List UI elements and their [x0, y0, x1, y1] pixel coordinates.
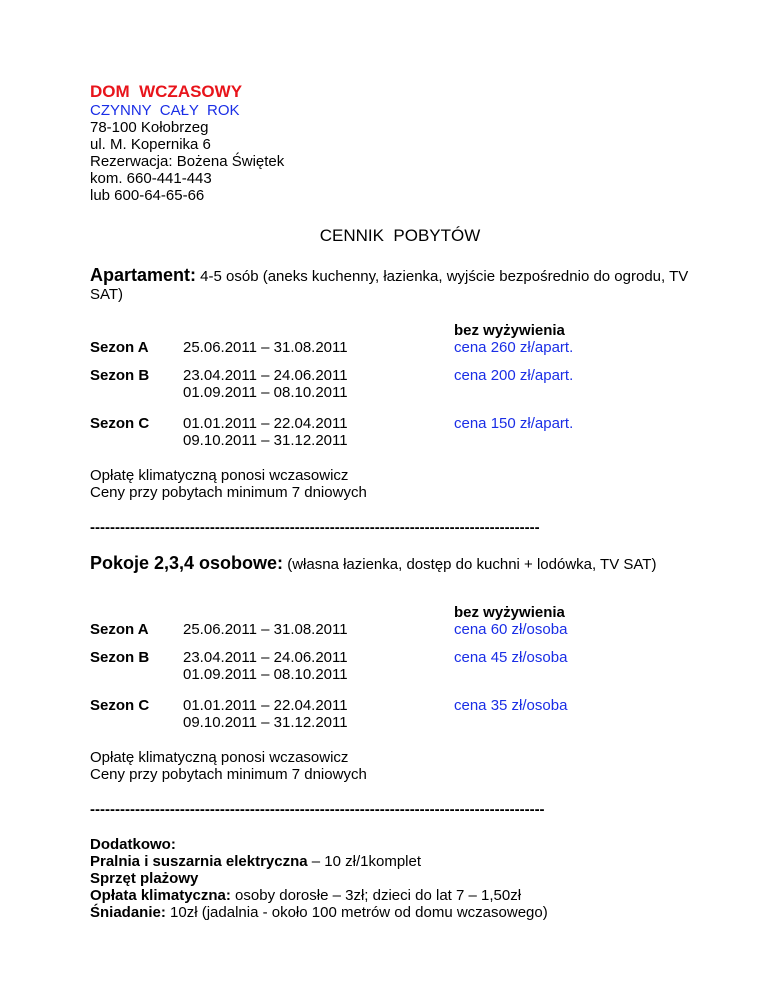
apartament-section — [90, 266, 710, 501]
table-row — [90, 322, 710, 356]
season-dates: 01.01.2011 – 22.04.2011 — [183, 415, 348, 432]
extras-title-text: Dodatkowo: — [90, 836, 176, 853]
extras-item — [90, 904, 710, 921]
section-title — [90, 554, 710, 574]
document-page — [90, 82, 710, 921]
business-subtitle: CZYNNY CAŁY ROK — [90, 102, 240, 119]
price-header: bez wyżywienia — [454, 604, 565, 621]
season-dates: 01.09.2011 – 08.10.2011 — [183, 384, 348, 401]
address-line: ul. M. Kopernika 6 — [90, 136, 211, 153]
season-dates: 23.04.2011 – 24.06.2011 — [183, 367, 348, 384]
extras-item-label: Śniadanie: — [90, 904, 166, 921]
pokoje-section — [90, 554, 710, 783]
season-label: Sezon B — [90, 367, 150, 384]
season-price: cena 60 zł/osoba — [454, 621, 568, 638]
note-line: Opłatę klimatyczną ponosi wczasowicz — [90, 467, 349, 484]
section-title-label: Apartament: — [90, 265, 197, 285]
extras-title — [90, 836, 710, 853]
extras-item-label: Opłata klimatyczna: — [90, 887, 231, 904]
table-row — [90, 697, 710, 737]
extras-item-label: Pralnia i suszarnia elektryczna — [90, 853, 308, 870]
header-block — [90, 82, 710, 204]
address-line: lub 600-64-65-66 — [90, 187, 205, 204]
section-description: 4-5 osób (aneks kuchenny, łazienka, wyjście bezpośrednio do ogrodu, TV SAT) — [90, 268, 689, 303]
season-price: cena 200 zł/apart. — [454, 367, 574, 384]
season-label: Sezon A — [90, 621, 149, 638]
table-row — [90, 415, 710, 455]
season-dates: 09.10.2011 – 31.12.2011 — [183, 714, 348, 731]
extras-item — [90, 853, 710, 870]
season-price: cena 260 zł/apart. — [454, 339, 574, 356]
note-line: Ceny przy pobytach minimum 7 dniowych — [90, 484, 367, 501]
season-dates: 25.06.2011 – 31.08.2011 — [183, 339, 348, 356]
price-table — [90, 322, 710, 455]
address-line: kom. 660-441-443 — [90, 170, 212, 187]
extras-item — [90, 870, 710, 887]
business-name: DOM WCZASOWY — [90, 82, 243, 101]
season-label: Sezon C — [90, 415, 150, 432]
extras-item-value: 10zł (jadalnia - około 100 metrów od domu wczasowego) — [165, 904, 548, 921]
notes — [90, 467, 710, 501]
extras-item — [90, 887, 710, 904]
separator-line: ------------------------------------------------------------------------------------------ — [90, 519, 540, 536]
season-label: Sezon C — [90, 697, 150, 714]
page-title: CENNIK POBYTÓW — [319, 226, 481, 245]
season-price: cena 45 zł/osoba — [454, 649, 568, 666]
season-dates: 01.01.2011 – 22.04.2011 — [183, 697, 348, 714]
note-line: Opłatę klimatyczną ponosi wczasowicz — [90, 749, 349, 766]
extras-item-value: – 10 zł/1komplet — [307, 853, 422, 870]
season-price: cena 35 zł/osoba — [454, 697, 568, 714]
extras-item-label: Sprzęt plażowy — [90, 870, 199, 887]
season-price: cena 150 zł/apart. — [454, 415, 574, 432]
season-dates: 23.04.2011 – 24.06.2011 — [183, 649, 348, 666]
address-line: Rezerwacja: Bożena Świętek — [90, 153, 285, 170]
price-header: bez wyżywienia — [454, 322, 565, 339]
notes — [90, 749, 710, 783]
section-title-label: Pokoje 2,3,4 osobowe: — [90, 553, 284, 573]
address-line: 78-100 Kołobrzeg — [90, 119, 209, 136]
section-description: (własna łazienka, dostęp do kuchni + lodówka, TV SAT) — [283, 556, 657, 573]
table-row — [90, 604, 710, 638]
season-dates: 01.09.2011 – 08.10.2011 — [183, 666, 348, 683]
extras-section — [90, 836, 710, 921]
price-table — [90, 604, 710, 737]
note-line: Ceny przy pobytach minimum 7 dniowych — [90, 766, 367, 783]
season-label: Sezon A — [90, 339, 149, 356]
season-label: Sezon B — [90, 649, 150, 666]
separator-line: ------------------------------------------------------------------------------------------- — [90, 801, 545, 818]
table-row — [90, 367, 710, 415]
table-row — [90, 649, 710, 697]
section-title — [90, 266, 710, 304]
season-dates: 09.10.2011 – 31.12.2011 — [183, 432, 348, 449]
season-dates: 25.06.2011 – 31.08.2011 — [183, 621, 348, 638]
extras-item-value: osoby dorosłe – 3zł; dzieci do lat 7 – 1,50zł — [230, 887, 522, 904]
